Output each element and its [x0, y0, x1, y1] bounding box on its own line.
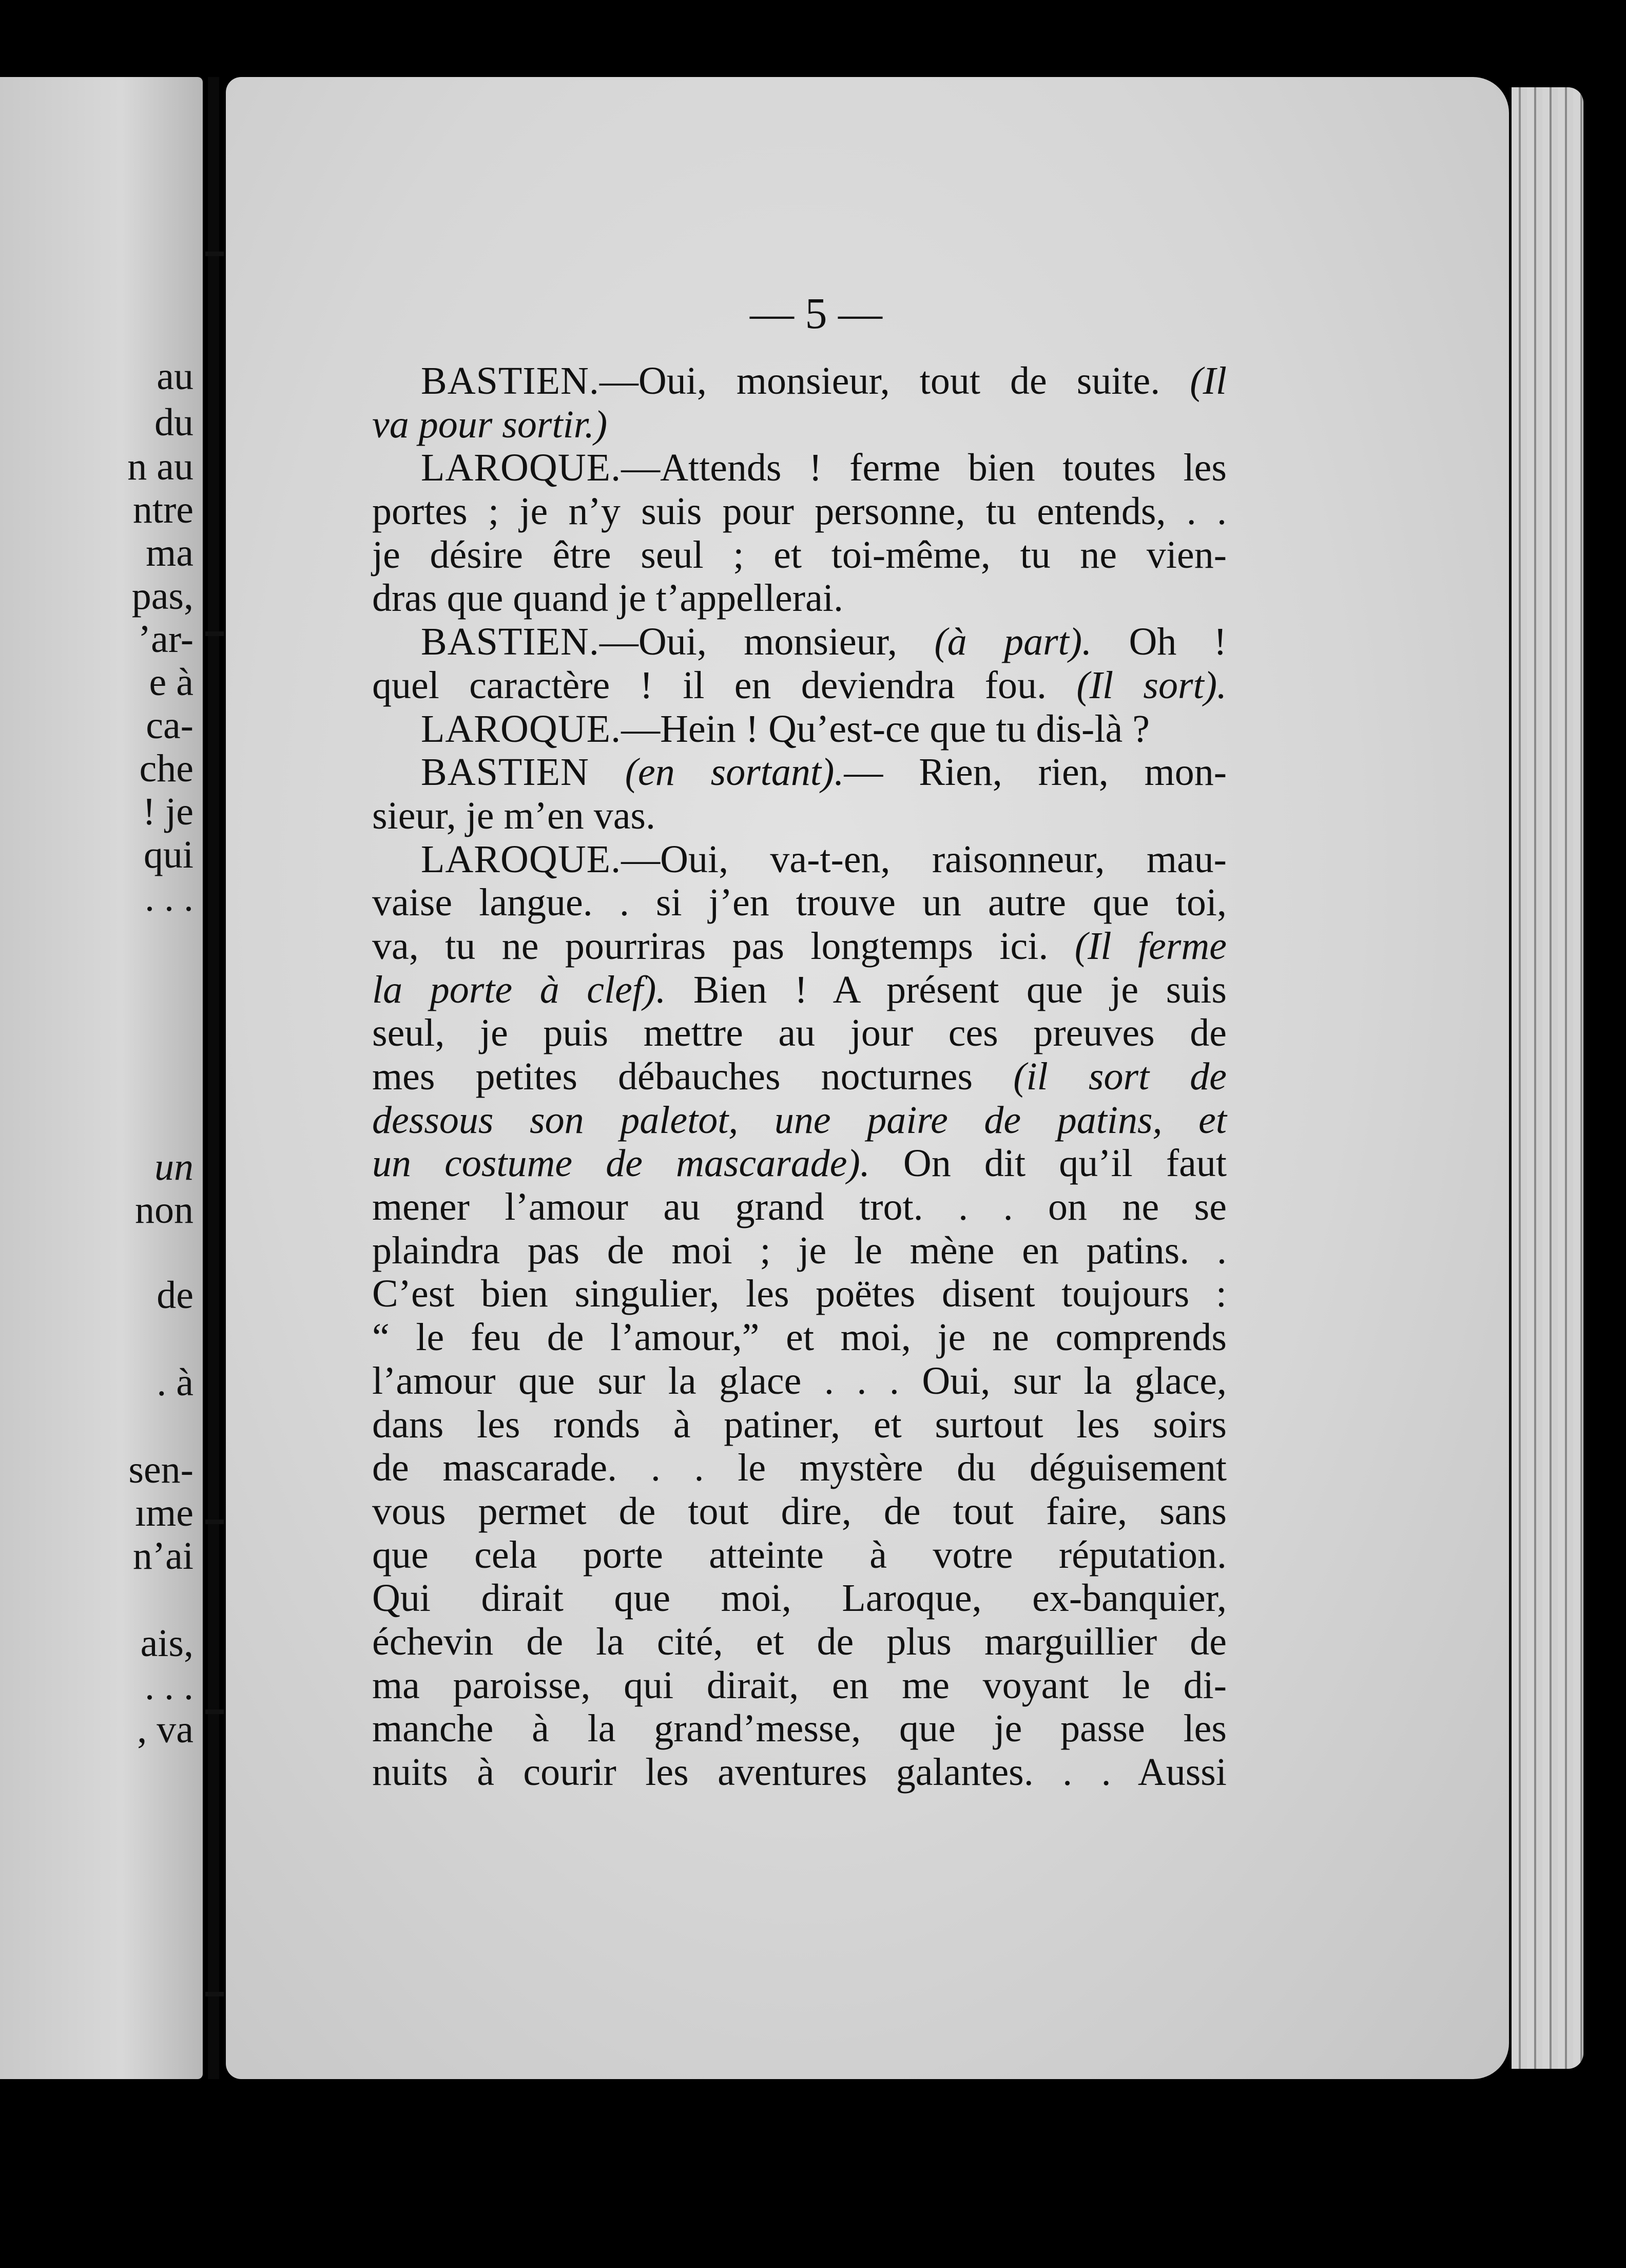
text-line: LAROQUE.—Attends ! ferme bien toutes les — [421, 446, 1227, 490]
text-line: plaindra pas de moi ; je le mène en patins. . — [372, 1228, 1227, 1272]
left-page-fragment: , va — [137, 1708, 193, 1751]
left-page-fragment: pas, — [131, 574, 193, 618]
play-text — [372, 359, 1227, 1794]
left-page-fragment: n au — [127, 445, 193, 488]
left-page-fragment: . à — [157, 1361, 193, 1404]
binding-stitch — [205, 1709, 224, 1714]
left-page-fragment: . . . — [145, 1665, 193, 1708]
left-page-fragment: . . . — [145, 876, 193, 919]
left-page-fragment: n’ai — [132, 1534, 193, 1578]
text-line: dras que quand je t’appellerai. — [372, 576, 843, 620]
text-line: dessous son paletot, une paire de patins, et — [372, 1098, 1227, 1142]
left-page-fragment: e à — [149, 661, 193, 704]
binding-gutter — [208, 77, 219, 2079]
left-page-fragment: ıme — [135, 1491, 193, 1534]
left-page-fragment: un — [154, 1145, 193, 1188]
text-line: l’amour que sur la glace . . . Oui, sur la glace, — [372, 1359, 1227, 1402]
text-line: la porte à clef). Bien ! A présent que je suis — [372, 968, 1227, 1011]
left-page-fragment: ca- — [146, 704, 193, 747]
binding-stitch — [205, 631, 224, 636]
left-page-fragment: au — [157, 355, 193, 398]
text-line: C’est bien singulier, les poëtes disent toujours : — [372, 1272, 1227, 1316]
page-number: — 5 — — [750, 289, 882, 338]
text-line: vaise langue. . si j’en trouve un autre que toi, — [372, 881, 1227, 925]
text-line: sieur, je m’en vas. — [372, 794, 656, 837]
binding-stitch — [205, 1992, 224, 1996]
left-page-fragment: du — [154, 401, 193, 444]
left-page-fragment: sen- — [128, 1448, 193, 1491]
text-line: BASTIEN.—Oui, monsieur, tout de suite. (Il — [421, 359, 1227, 402]
left-page-fragment: ma — [146, 531, 193, 574]
binding-stitch — [205, 252, 224, 256]
previous-page — [0, 77, 203, 2079]
left-page-fragment: ! je — [142, 790, 193, 833]
text-line: va, tu ne pourriras pas longtemps ici. (Il ferme — [372, 924, 1227, 968]
text-line: je désire être seul ; et toi-même, tu ne vien- — [372, 533, 1227, 576]
text-line: “ le feu de l’amour,” et moi, je ne comprends — [372, 1316, 1227, 1359]
text-line: échevin de la cité, et de plus marguillier de — [372, 1620, 1227, 1663]
left-page-fragment: ’ar- — [138, 618, 193, 661]
left-page-fragment: qui — [143, 833, 193, 876]
text-line: BASTIEN (en sortant).— Rien, rien, mon- — [421, 751, 1227, 794]
text-line: BASTIEN.—Oui, monsieur, (à part). Oh ! — [421, 620, 1227, 664]
text-line: vous permet de tout dire, de tout faire, sans — [372, 1489, 1227, 1533]
left-page-fragment: ais, — [140, 1622, 193, 1665]
text-line: va pour sortir.) — [372, 402, 608, 446]
text-line: dans les ronds à patiner, et surtout les soirs — [372, 1402, 1227, 1446]
text-line: mes petites débauches nocturnes (il sort de — [372, 1055, 1227, 1098]
text-line: un costume de mascarade). On dit qu’il faut — [372, 1142, 1227, 1185]
left-page-fragment: che — [139, 747, 193, 790]
text-line: Qui dirait que moi, Laroque, ex-banquier, — [372, 1577, 1227, 1620]
text-line: de mascarade. . . le mystère du déguisement — [372, 1446, 1227, 1490]
text-line: nuits à courir les aventures galantes. . . Aussi — [372, 1751, 1227, 1794]
text-line: LAROQUE.—Oui, va-t-en, raisonneur, mau- — [421, 837, 1227, 881]
left-page-fragment: de — [157, 1274, 193, 1317]
text-line: ma paroisse, qui dirait, en me voyant le di- — [372, 1663, 1227, 1707]
text-line: manche à la grand’messe, que je passe les — [372, 1707, 1227, 1751]
text-line: LAROQUE.—Hein ! Qu’est-ce que tu dis-là ? — [421, 707, 1150, 751]
page-edges — [1512, 87, 1583, 2069]
binding-stitch — [205, 1520, 224, 1524]
left-page-fragment: ntre — [132, 488, 193, 531]
text-line: seul, je puis mettre au jour ces preuves de — [372, 1011, 1227, 1055]
text-line: mener l’amour au grand trot. . . on ne se — [372, 1185, 1227, 1229]
text-line: portes ; je n’y suis pour personne, tu entends, . . — [372, 490, 1227, 533]
text-line: quel caractère ! il en deviendra fou. (Il sort). — [372, 663, 1227, 707]
left-page-fragment: non — [135, 1188, 193, 1232]
text-line: que cela porte atteinte à votre réputation. — [372, 1533, 1227, 1577]
